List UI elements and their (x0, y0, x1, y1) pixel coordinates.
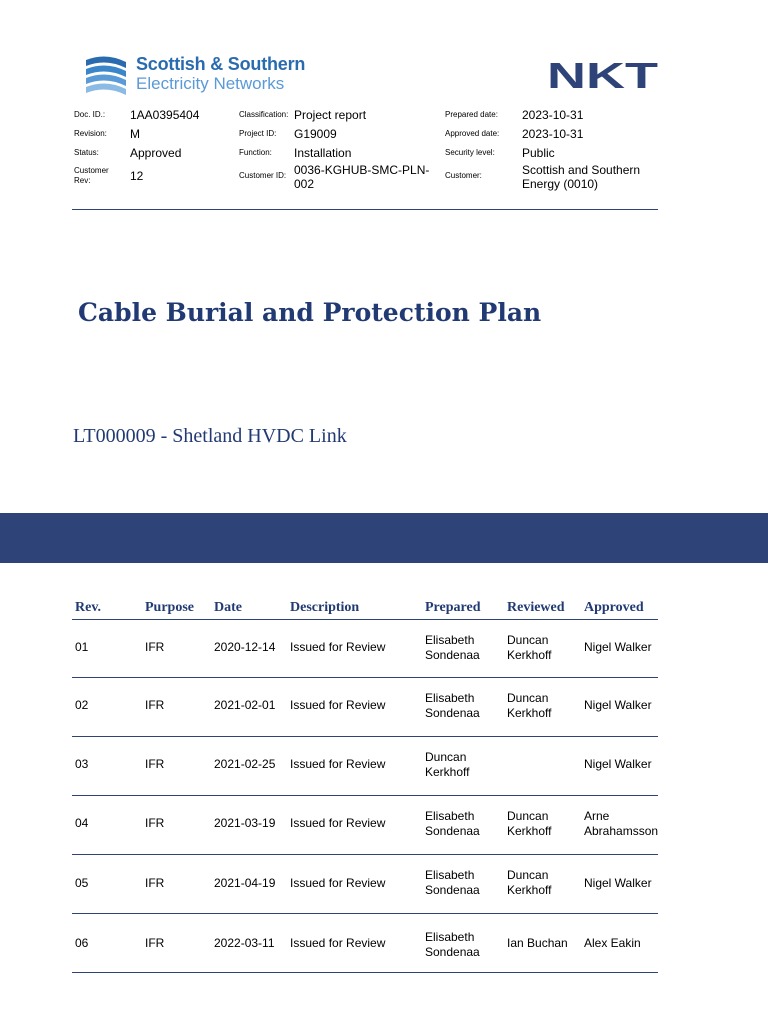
cell-approved: Arne Abrahamsson (584, 809, 659, 838)
cell-description: Issued for Review (290, 876, 386, 890)
cell-date: 2021-02-25 (214, 757, 276, 771)
cell-prepared: Elisabeth Sondenaa (425, 691, 480, 720)
doc-id-value: 1AA0395404 (130, 108, 200, 122)
nkt-logo (546, 58, 660, 92)
cell-date: 2020-12-14 (214, 640, 276, 654)
cell-reviewed: Duncan Kerkhoff (507, 633, 552, 662)
cell-description: Issued for Review (290, 640, 386, 654)
revision-value: M (130, 127, 140, 141)
project-id-label: Project ID: (239, 129, 277, 138)
customer-id-label: Customer ID: (239, 171, 287, 180)
col-header-rev: Rev. (75, 600, 102, 615)
cell-purpose: IFR (145, 757, 165, 771)
cell-reviewed: Duncan Kerkhoff (507, 868, 552, 897)
cell-purpose: IFR (145, 640, 165, 654)
cell-description: Issued for Review (290, 698, 386, 712)
cell-reviewed: Duncan Kerkhoff (507, 691, 552, 720)
table-row (74, 678, 658, 737)
cell-approved: Nigel Walker (584, 698, 652, 712)
header-band (0, 513, 768, 563)
customer-value: Scottish and Southern Energy (0010) (522, 163, 641, 191)
cell-approved: Nigel Walker (584, 640, 652, 654)
metadata-divider (72, 209, 658, 210)
ssen-logo-line2: Electricity Networks (136, 74, 285, 93)
status-label: Status: (74, 148, 99, 157)
nkt-logo-text: NKT (547, 58, 658, 92)
table-row (74, 855, 658, 914)
revision-label: Revision: (74, 129, 107, 138)
customer-label: Customer: (445, 171, 482, 180)
cell-prepared: Duncan Kerkhoff (425, 750, 470, 779)
cell-description: Issued for Review (290, 757, 386, 771)
ssen-logo-line1: Scottish & Southern (136, 54, 306, 74)
cell-prepared: Elisabeth Sondenaa (425, 930, 480, 959)
col-header-approved: Approved (584, 600, 644, 615)
customer-rev-value: 12 (130, 169, 144, 183)
cell-reviewed: Duncan Kerkhoff (507, 809, 552, 838)
document-subtitle: LT000009 - Shetland HVDC Link (73, 425, 347, 447)
prepared-date-label: Prepared date: (445, 110, 498, 119)
cell-approved: Alex Eakin (584, 936, 641, 950)
col-header-description: Description (290, 600, 360, 615)
cell-purpose: IFR (145, 936, 165, 950)
table-row (74, 619, 658, 678)
cell-description: Issued for Review (290, 816, 386, 830)
cell-date: 2021-03-19 (214, 816, 276, 830)
customer-id-value: 0036-KGHUB-SMC-PLN-002 (294, 163, 430, 191)
row-divider (72, 972, 658, 973)
project-id-value: G19009 (294, 127, 337, 141)
cell-approved: Nigel Walker (584, 757, 652, 771)
customer-rev-label: Customer Rev: (74, 166, 109, 185)
cell-prepared: Elisabeth Sondenaa (425, 633, 480, 662)
cell-rev: 01 (75, 640, 89, 654)
cell-purpose: IFR (145, 816, 165, 830)
cell-date: 2022-03-11 (214, 936, 275, 950)
security-level-value: Public (522, 146, 555, 160)
cell-date: 2021-04-19 (214, 876, 276, 890)
cell-purpose: IFR (145, 876, 165, 890)
approved-date-value: 2023-10-31 (522, 127, 584, 141)
security-level-label: Security level: (445, 148, 495, 157)
document-title: Cable Burial and Protection Plan (78, 298, 542, 327)
cell-prepared: Elisabeth Sondenaa (425, 868, 480, 897)
cell-date: 2021-02-01 (214, 698, 276, 712)
doc-id-label: Doc. ID.: (74, 110, 106, 119)
status-value: Approved (130, 146, 182, 160)
cell-description: Issued for Review (290, 936, 386, 950)
cell-rev: 02 (75, 698, 89, 712)
function-label: Function: (239, 148, 272, 157)
classification-value: Project report (294, 108, 367, 122)
table-row (74, 737, 658, 796)
cell-reviewed: Ian Buchan (507, 936, 568, 950)
table-row (74, 914, 658, 973)
classification-label: Classification: (239, 110, 289, 119)
cell-purpose: IFR (145, 698, 165, 712)
cell-approved: Nigel Walker (584, 876, 652, 890)
table-row (74, 796, 658, 855)
cell-rev: 06 (75, 936, 89, 950)
cell-rev: 04 (75, 816, 89, 830)
cell-rev: 03 (75, 757, 89, 771)
ssen-wave-icon (84, 54, 130, 96)
cell-prepared: Elisabeth Sondenaa (425, 809, 480, 838)
cell-rev: 05 (75, 876, 89, 890)
col-header-reviewed: Reviewed (507, 600, 565, 615)
ssen-logo (84, 54, 304, 98)
col-header-date: Date (214, 600, 242, 615)
col-header-purpose: Purpose (145, 600, 194, 615)
col-header-prepared: Prepared (425, 600, 481, 615)
prepared-date-value: 2023-10-31 (522, 108, 584, 122)
approved-date-label: Approved date: (445, 129, 500, 138)
function-value: Installation (294, 146, 352, 160)
